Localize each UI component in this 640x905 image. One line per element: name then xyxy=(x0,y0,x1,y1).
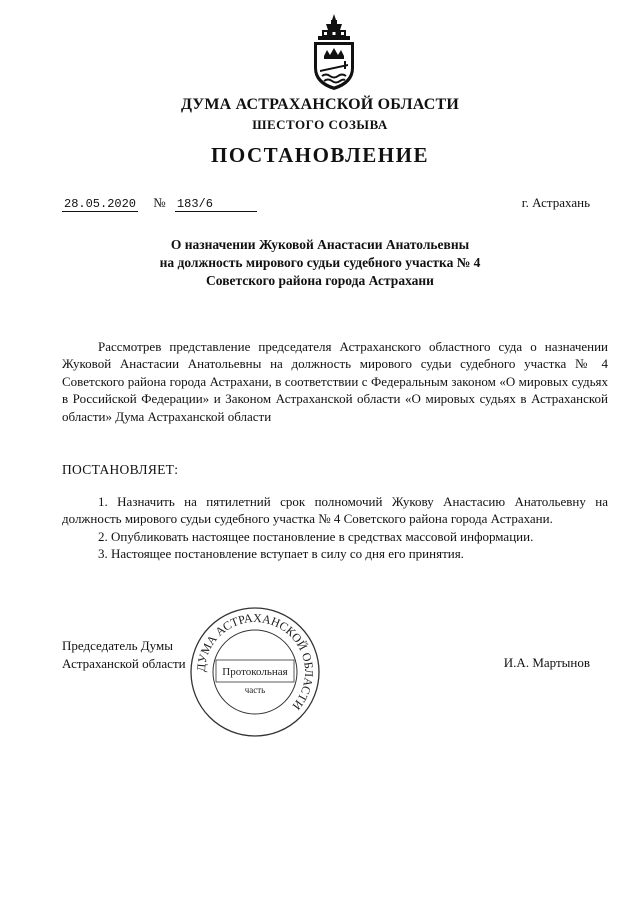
document-type: ПОСТАНОВЛЕНИЕ xyxy=(211,143,429,167)
document-date: 28.05.2020 xyxy=(64,197,137,211)
stamp-inner-text: Протокольная xyxy=(222,666,288,678)
stamp-ring-text: ДУМА АСТРАХАНСКОЙ ОБЛАСТИ xyxy=(193,610,317,713)
date-number-line xyxy=(62,195,257,212)
decree-item: 1. Назначить на пятилетний срок полномочий Жукову Анастасию Анатольевну на должность мирового судьи судебного участка № 4 Советского района города Астрахани. xyxy=(62,494,608,527)
document-number: 183/6 xyxy=(175,197,257,212)
preamble-paragraph: Рассмотрев представление председателя Астраханского областного суда о назначении Жуковой Анастасии Анатольевны на должность мирового судьи судебного участка № 4 Советского района города Астрахани, в соответствии с Федеральным законом «О мировых судьях в Российской Федерации» и Законом Астраханской области «О мировых судьях в Астраханской области» Дума Астраханской области xyxy=(62,339,608,424)
decree-item: 2. Опубликовать настоящее постановление в средствах массовой информации. xyxy=(98,528,534,544)
signatory-name: И.А. Мартынов xyxy=(503,655,590,670)
round-stamp xyxy=(188,605,322,739)
astrakhan-coat-of-arms-icon xyxy=(300,12,368,92)
signatory-title xyxy=(62,637,186,673)
title-line: на должность мирового судьи судебного участка № 4 xyxy=(159,255,481,270)
title-line: О назначении Жуковой Анастасии Анатольевны xyxy=(170,237,470,252)
number-sign: № xyxy=(153,195,166,210)
stamp-inner-subtext: часть xyxy=(244,685,266,695)
document-city: г. Астрахань xyxy=(521,195,590,210)
convocation: ШЕСТОГО СОЗЫВА xyxy=(252,117,388,132)
organization-name: ДУМА АСТРАХАНСКОЙ ОБЛАСТИ xyxy=(180,96,460,113)
decrees-list xyxy=(62,493,608,563)
signatory-title-line: Астраханской области xyxy=(62,656,186,671)
decrees-heading: ПОСТАНОВЛЯЕТ: xyxy=(62,462,179,477)
document-title xyxy=(80,236,560,290)
title-line: Советского района города Астрахани xyxy=(206,273,434,288)
signatory-title-line: Председатель Думы xyxy=(62,638,173,653)
decree-item: 3. Настоящее постановление вступает в силу со дня его принятия. xyxy=(98,546,464,562)
